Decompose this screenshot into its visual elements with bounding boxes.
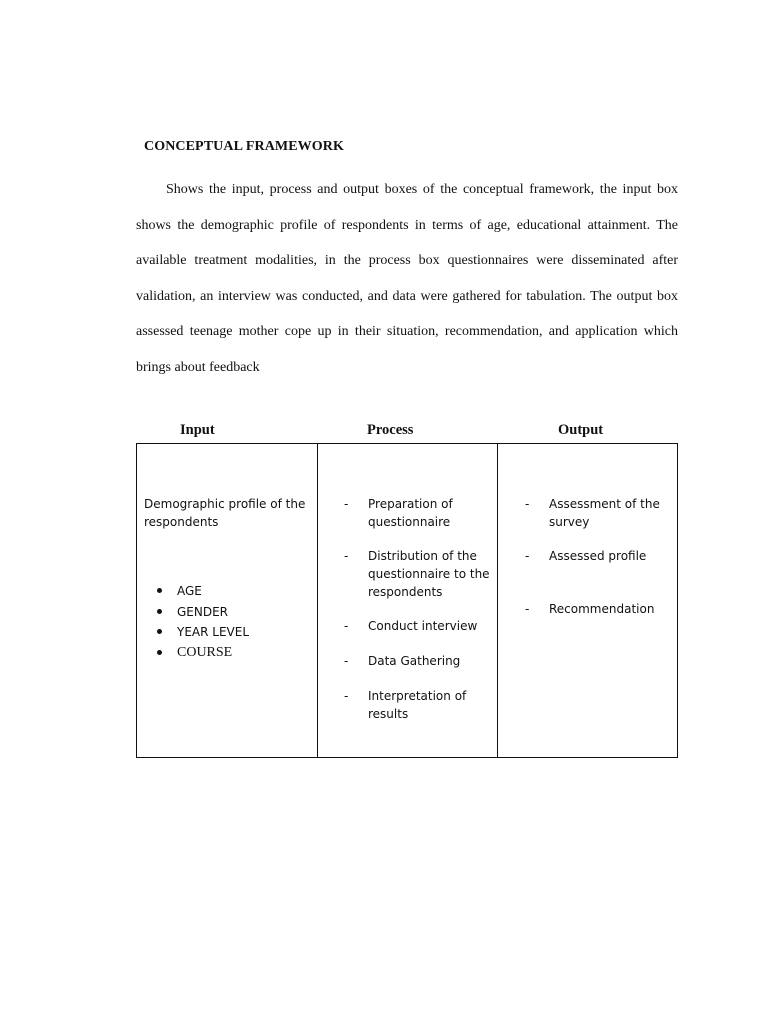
dash-marker: -	[344, 549, 349, 563]
process-column-heading: Process	[367, 422, 414, 438]
framework-table	[136, 443, 678, 758]
dash-marker: -	[344, 619, 349, 633]
output-item-text: Assessment of the survey	[549, 497, 660, 529]
dash-marker: -	[525, 549, 530, 563]
dash-marker: -	[344, 654, 349, 668]
input-column-heading: Input	[180, 422, 215, 438]
input-title: Demographic profile of the respondents	[144, 497, 306, 529]
output-item-text: Recommendation	[549, 602, 655, 616]
process-item-text: Conduct interview	[368, 619, 478, 633]
column-divider	[317, 444, 318, 757]
intro-paragraph: Shows the input, process and output boxes of the conceptual framework, the input box shows the demographic profile of respondents in terms of age, educational attainment. The available treatment modalities, in the process box questionnaires were disseminated after validation, an interview was conducted, and data were gathered for tabulation. The output box assessed teenage mother cope up in their situation, recommendation, and application which brings about feedback	[136, 182, 678, 375]
dash-marker: -	[525, 602, 530, 616]
list-item: COURSE	[157, 644, 249, 665]
section-heading: CONCEPTUAL FRAMEWORK	[144, 139, 344, 154]
process-item-text: Data Gathering	[368, 654, 461, 668]
output-column-heading: Output	[558, 422, 604, 438]
process-item-text: Distribution of the questionnaire to the respondents	[368, 549, 490, 599]
list-item: AGE	[157, 582, 249, 603]
list-item: YEAR LEVEL	[157, 623, 249, 644]
output-item-text: Assessed profile	[549, 549, 647, 563]
process-item-text: Interpretation of results	[368, 689, 467, 721]
process-item-text: Preparation of questionnaire	[368, 497, 453, 529]
input-list	[157, 582, 249, 664]
list-item: GENDER	[157, 603, 249, 624]
dash-marker: -	[344, 497, 349, 511]
dash-marker: -	[525, 497, 530, 511]
dash-marker: -	[344, 689, 349, 703]
